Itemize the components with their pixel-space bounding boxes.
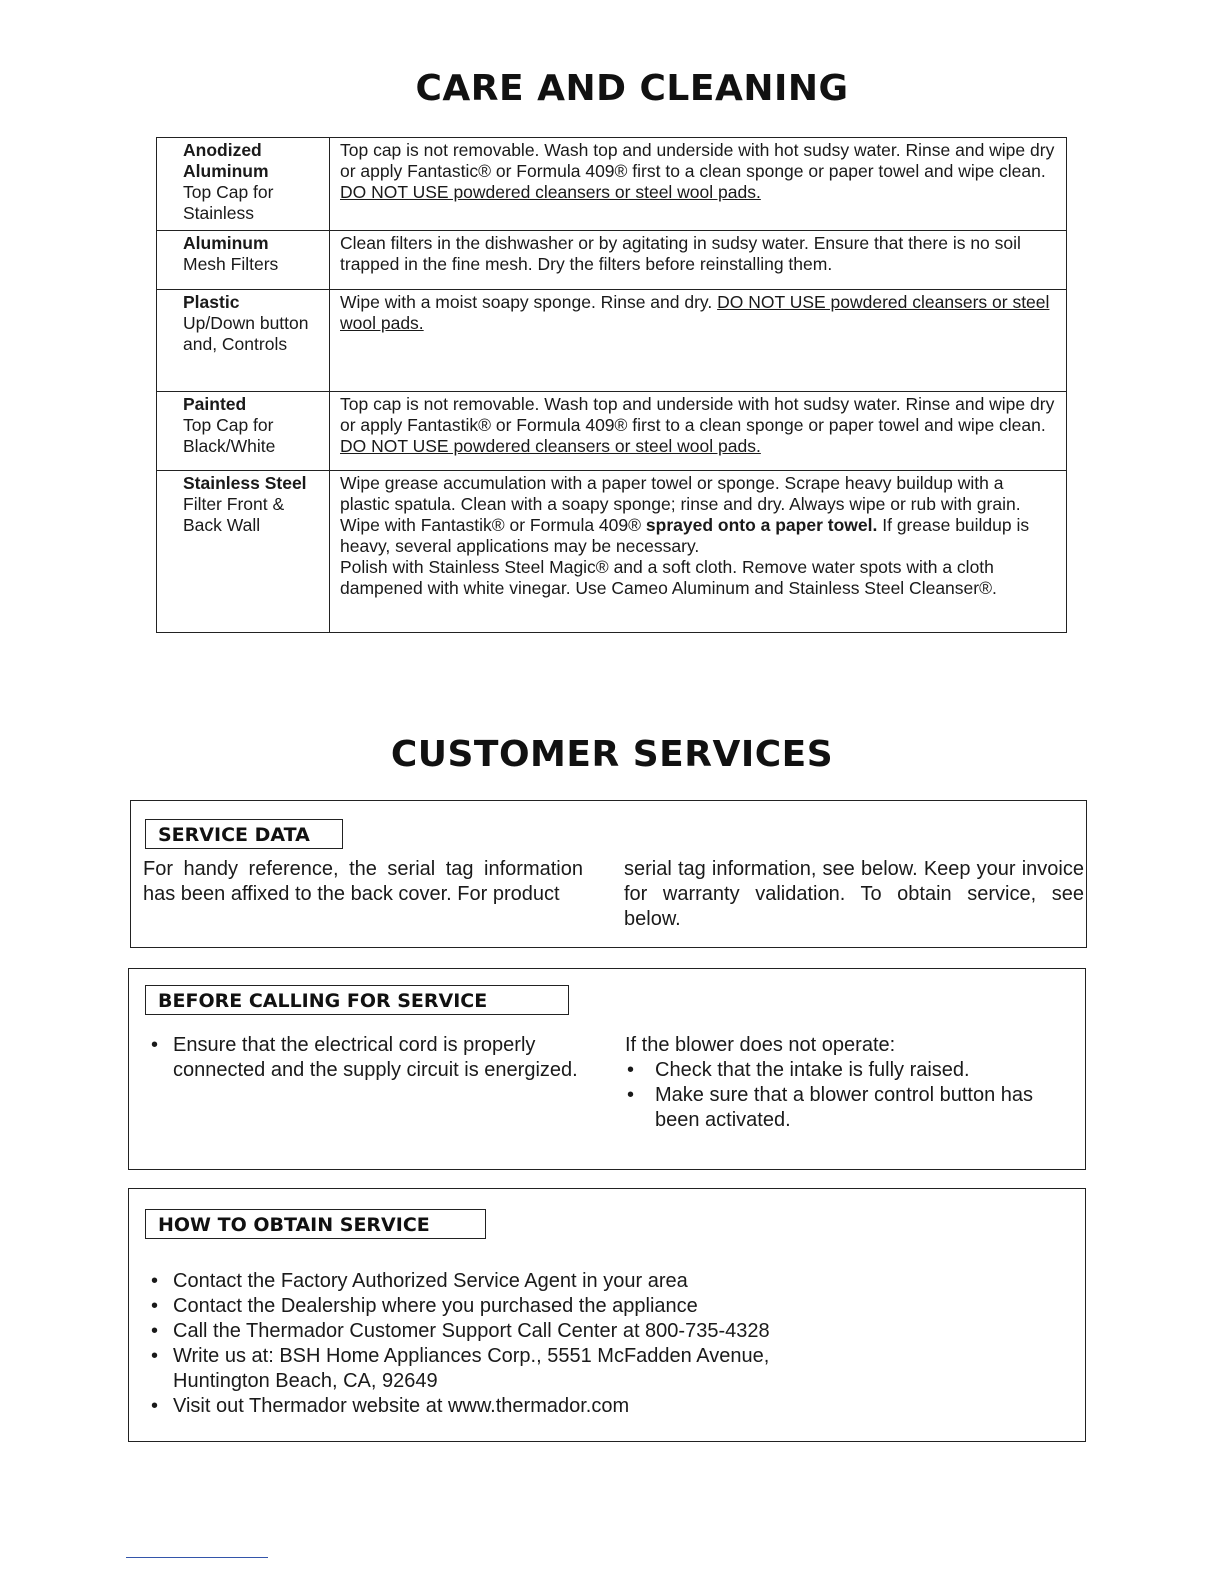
service-data-box: [130, 800, 1087, 948]
service-data-label: SERVICE DATA: [145, 819, 343, 849]
material-cell: [157, 138, 330, 231]
material-sub: Top Cap for Black/White: [183, 415, 276, 456]
care-cleaning-title: CARE AND CLEANING: [415, 68, 849, 109]
material-name: Aluminum: [183, 233, 269, 253]
list-item: • Call the Thermador Customer Support Call Center at 800-735-4328: [143, 1319, 1043, 1344]
before-calling-label: BEFORE CALLING FOR SERVICE: [145, 985, 569, 1015]
polish-text: Polish with Stainless Steel Magic® and a soft cloth. Remove water spots with a cloth dampened with white vinegar. Use Cameo Aluminum and Stainless Steel Cleanser®.: [340, 557, 997, 598]
list-item: • Contact the Dealership where you purchased the appliance: [143, 1294, 1043, 1319]
warning-text: DO NOT USE powdered cleansers or steel wool pads.: [340, 292, 1050, 333]
how-to-obtain-box: [128, 1188, 1086, 1442]
instruction-text: If grease buildup is heavy, several applications may be necessary.: [340, 515, 1030, 556]
material-cell: [157, 392, 330, 471]
list-item: • Contact the Factory Authorized Service Agent in your area: [143, 1269, 1043, 1294]
before-calling-right: [625, 1033, 1075, 1133]
material-name: Stainless Steel: [183, 473, 307, 493]
material-cell: [157, 290, 330, 392]
instruction-cell: [330, 290, 1067, 392]
instruction-bold-text: sprayed onto a paper towel.: [645, 515, 878, 535]
list-item: • Visit out Thermador website at www.thermador.com: [143, 1394, 1043, 1419]
instruction-text: Wipe with a moist soapy sponge. Rinse and dry.: [340, 292, 713, 312]
list-item: • Write us at: BSH Home Appliances Corp., 5551 McFadden Avenue, Huntington Beach, CA, 92649: [143, 1344, 773, 1394]
table-row: [157, 231, 1067, 290]
instruction-text: Wipe grease accumulation with a paper towel or sponge. Scrape heavy buildup with a plastic spatula. Clean with a soapy sponge; rinse and dry. Always wipe or rub with grain. Wipe with Fantastik® or Formula 409®: [340, 473, 1021, 535]
material-name: Anodized Aluminum: [183, 140, 269, 181]
warning-text: DO NOT USE powdered cleansers or steel wool pads.: [340, 436, 761, 456]
warning-text: DO NOT USE powdered cleansers or steel wool pads.: [340, 182, 761, 202]
material-cell: [157, 231, 330, 290]
care-table: [156, 137, 1067, 633]
material-sub: Up/Down button and, Controls: [183, 313, 309, 354]
material-name: Plastic: [183, 292, 240, 312]
instruction-text: Top cap is not removable. Wash top and underside with hot sudsy water. Rinse and wipe dry or apply Fantastic® or Formula 409® first to a clean sponge or paper towel and wipe clean.: [340, 140, 1055, 181]
customer-services-title: CUSTOMER SERVICES: [390, 734, 834, 775]
before-calling-left: [143, 1033, 583, 1083]
instruction-cell: [330, 471, 1067, 633]
list-item: • Make sure that a blower control button has been activated.: [625, 1083, 1075, 1133]
material-cell: [157, 471, 330, 633]
material-name: Painted: [183, 394, 247, 414]
footer-divider: [126, 1557, 268, 1558]
before-calling-box: [128, 968, 1086, 1170]
how-to-obtain-label: HOW TO OBTAIN SERVICE: [145, 1209, 486, 1239]
instruction-cell: [330, 138, 1067, 231]
how-to-obtain-list: [143, 1269, 1043, 1419]
table-row: [157, 471, 1067, 633]
instruction-cell: [330, 231, 1067, 290]
blower-intro: If the blower does not operate:: [625, 1034, 896, 1056]
table-row: [157, 290, 1067, 392]
material-sub: Mesh Filters: [183, 254, 279, 274]
material-sub: Filter Front & Back Wall: [183, 494, 285, 535]
list-item: • Ensure that the electrical cord is properly connected and the supply circuit is energized.: [143, 1033, 583, 1083]
instruction-cell: [330, 392, 1067, 471]
instruction-text: Top cap is not removable. Wash top and underside with hot sudsy water. Rinse and wipe dry or apply Fantastik® or Formula 409® first to a clean sponge or paper towel and wipe clean.: [340, 394, 1055, 435]
service-data-left-text: For handy reference, the serial tag information has been affixed to the back cover. For product: [143, 858, 583, 905]
list-item: • Check that the intake is fully raised.: [625, 1058, 1075, 1083]
instruction-text: Clean filters in the dishwasher or by agitating in sudsy water. Ensure that there is no soil trapped in the fine mesh. Dry the filters before reinstalling them.: [340, 233, 1021, 274]
table-row: [157, 392, 1067, 471]
table-row: [157, 138, 1067, 231]
material-sub: Top Cap for Stainless: [183, 182, 274, 223]
service-data-right-text: serial tag information, see below. Keep your invoice for warranty validation. To obtain service, see below.: [624, 858, 1084, 930]
